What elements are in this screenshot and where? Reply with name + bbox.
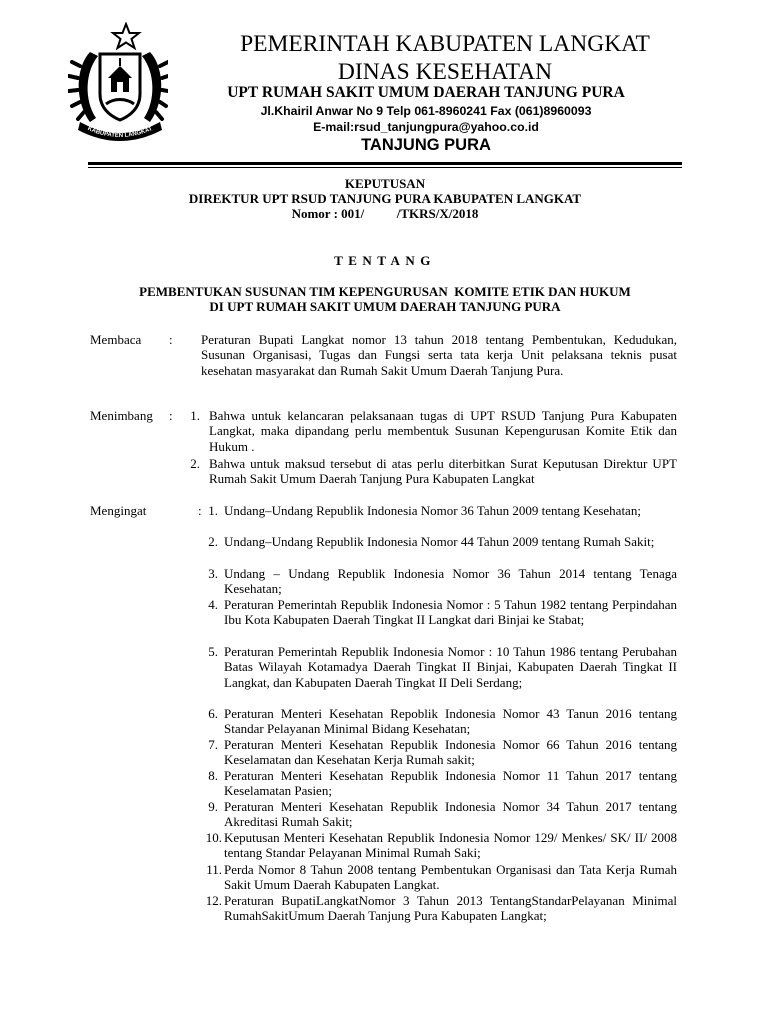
mengingat-item-number: 2. — [208, 534, 218, 549]
mengingat-item: Undang–Undang Republik Indonesia Nomor 44 Tahun 2009 tentang Rumah Sakit; — [224, 534, 655, 549]
menimbang-label: Menimbang — [90, 408, 153, 423]
mengingat-item-number: 4. — [208, 597, 218, 612]
mengingat-item: Peraturan Menteri Kesehatan Republik Indonesia Nomor 11 Tahun 2017 tentang Keselamatan Pasien; — [224, 768, 677, 799]
mengingat-item-number: 6. — [208, 706, 218, 721]
government-name: PEMERINTAH KABUPATEN LANGKAT — [240, 31, 650, 57]
svg-text:KABUPATEN LANGKAT: KABUPATEN LANGKAT — [86, 125, 154, 140]
letterhead-divider-thick — [88, 162, 682, 165]
mengingat-item-number: 9. — [208, 799, 218, 814]
address-line: Jl.Khairil Anwar No 9 Telp 061-8960241 Fax (061)8960093 — [260, 104, 592, 118]
membaca-label: Membaca — [90, 332, 142, 347]
director-heading: DIREKTUR UPT RSUD TANJUNG PURA KABUPATEN LANGKAT — [188, 191, 582, 206]
mengingat-item-number: 7. — [208, 737, 218, 752]
mengingat-item-number: 10. — [205, 830, 222, 845]
mengingat-item-number: 1. — [208, 503, 218, 518]
mengingat-item: Undang–Undang Republik Indonesia Nomor 36 Tahun 2009 tentang Kesehatan; — [224, 503, 641, 518]
mengingat-item-number: 5. — [208, 644, 218, 659]
membaca-text: Peraturan Bupati Langkat nomor 13 tahun 2018 tentang Pembentukan, Kedudukan, Susunan Organisasi, Tugas dan Fungsi serta tata kerja Unit pelaksana teknis pusat kesehatan masyarakat dan Rumah Sakit Umum Daerah Tanjung Pura. — [201, 332, 677, 378]
mengingat-item-number: 11. — [206, 862, 222, 877]
menimbang-item-number: 1. — [190, 408, 200, 423]
tentang-heading: TENTANG — [334, 253, 436, 268]
mengingat-item: Peraturan Menteri Kesehatan Republik Indonesia Nomor 34 Tahun 2017 tentang Akreditasi Rumah Sakit; — [224, 799, 677, 830]
menimbang-item: Bahwa untuk maksud tersebut di atas perlu diterbitkan Surat Keputusan Direktur UPT Rumah Sakit Umum Daerah Tanjung Pura Kabupaten Langkat — [209, 456, 677, 487]
menimbang-item: Bahwa untuk kelancaran pelaksanaan tugas di UPT RSUD Tanjung Pura Kabupaten Langkat, maka dipandang perlu membentuk Susunan Kepengurusan Komite Etik dan Hukum . — [209, 408, 677, 454]
decree-heading: KEPUTUSAN — [344, 176, 426, 191]
mengingat-item: Peraturan Menteri Kesehatan Republik Indonesia Nomor 66 Tahun 2016 tentang Keselamatan dan Kesehatan Kerja Rumah sakit; — [224, 737, 677, 768]
mengingat-item-number: 3. — [208, 566, 218, 581]
department-name: DINAS KESEHATAN — [337, 59, 553, 85]
menimbang-colon: : — [169, 408, 173, 423]
email-line: E-mail:rsud_tanjungpura@yahoo.co.id — [313, 120, 539, 134]
subject-line-1: PEMBENTUKAN SUSUNAN TIM KEPENGURUSAN KOMITE ETIK DAN HUKUM — [139, 284, 631, 299]
mengingat-item: Peraturan BupatiLangkatNomor 3 Tahun 2013 TentangStandarPelayanan Minimal RumahSakitUmum Daerah Tanjung Pura Kabupaten Langkat; — [224, 893, 677, 924]
mengingat-label: Mengingat — [90, 503, 147, 518]
mengingat-item: Peraturan Pemerintah Republik Indonesia Nomor : 10 Tahun 1986 tentang Perubahan Batas Wilayah Kotamadya Daerah Tingkat II Binjai, Kabupaten Daerah Tingkat II Langkat, dan Kabupaten Daerah Tingkat II Deli Serdang; — [224, 644, 677, 690]
mengingat-item: Peraturan Menteri Kesehatan Repoblik Indonesia Nomor 43 Tanun 2016 tentang Standar Pelayanan Minimal Bidang Kesehatan; — [224, 706, 677, 737]
city-name: TANJUNG PURA — [361, 136, 491, 154]
mengingat-item: Peraturan Pemerintah Republik Indonesia Nomor : 5 Tahun 1982 tentang Perpindahan Ibu Kota Kabupaten Daerah Tingkat II Langkat dari Binjai ke Stabat; — [224, 597, 677, 628]
mengingat-item: Undang – Undang Republik Indonesia Nomor 36 Tahun 2014 tentang Tenaga Kesehatan; — [224, 566, 677, 597]
kabupaten-langkat-emblem-icon — [68, 22, 168, 142]
mengingat-item-number: 8. — [208, 768, 218, 783]
subject-line-2: DI UPT RUMAH SAKIT UMUM DAERAH TANJUNG PURA — [209, 299, 561, 314]
letterhead-divider-thin — [88, 167, 682, 168]
menimbang-item-number: 2. — [190, 456, 200, 471]
decree-number: Nomor : 001/ /TKRS/X/2018 — [291, 206, 479, 221]
membaca-colon: : — [169, 332, 173, 347]
mengingat-item-number: 12. — [205, 893, 222, 908]
mengingat-colon: : — [198, 503, 202, 518]
hospital-name: UPT RUMAH SAKIT UMUM DAERAH TANJUNG PURA — [227, 84, 625, 101]
mengingat-item: Keputusan Menteri Kesehatan Republik Indonesia Nomor 129/ Menkes/ SK/ II/ 2008 tentang Standar Pelayanan Minimal Rumah Saki; — [224, 830, 677, 861]
mengingat-item: Perda Nomor 8 Tahun 2008 tentang Pembentukan Organisasi dan Tata Kerja Rumah Sakit Umum Daerah Kabupaten Langkat. — [224, 862, 677, 893]
